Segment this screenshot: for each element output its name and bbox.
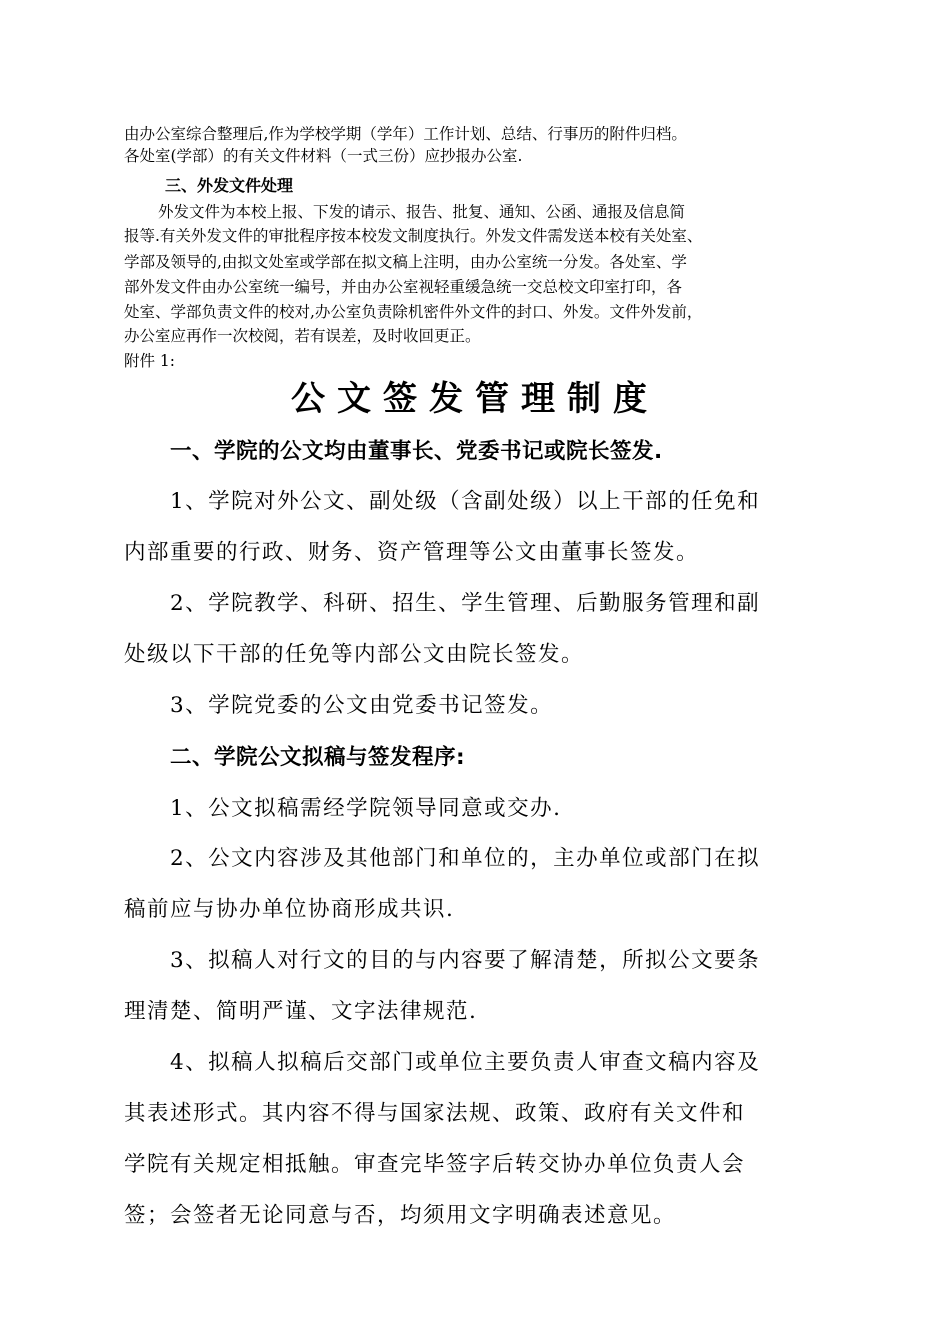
section3-line-5: 处室、学部负责文件的校对,办公室负责除机密件外文件的封口、外发。文件外发前， <box>124 303 703 321</box>
part1-line-3: 2、学院教学、科研、招生、学生管理、后勤服务管理和副 <box>170 591 761 616</box>
part1-heading: 一、学院的公文均由董事长、党委书记或院长签发. <box>170 439 663 464</box>
section3-line-1: 外发文件为本校上报、下发的请示、报告、批复、通知、公函、通报及信息简 <box>158 203 686 221</box>
section3-line-4: 部外发文件由办公室统一编号，并由办公室视轻重缓急统一交总校文印室打印，各 <box>124 278 683 296</box>
part2-line-4: 3、拟稿人对行文的目的与内容要了解清楚，所拟公文要条 <box>170 948 761 973</box>
part1-line-5: 3、学院党委的公文由党委书记签发。 <box>170 693 554 718</box>
part2-line-7: 其表述形式。其内容不得与国家法规、政策、政府有关文件和 <box>124 1101 746 1126</box>
intro-line-1: 由办公室综合整理后,作为学校学期（学年）工作计划、总结、行事历的附件归档。 <box>124 125 687 143</box>
part2-line-1: 1、公文拟稿需经学院领导同意或交办. <box>170 796 562 821</box>
part2-heading: 二、学院公文拟稿与签发程序: <box>170 745 466 770</box>
part2-line-6: 4、拟稿人拟稿后交部门或单位主要负责人审查文稿内容及 <box>170 1050 761 1075</box>
part2-line-8: 学院有关规定相抵触。审查完毕签字后转交协办单位负责人会 <box>124 1152 746 1177</box>
part2-line-5: 理清楚、简明严谨、文字法律规范. <box>124 999 478 1024</box>
section3-heading: 三、外发文件处理 <box>165 176 294 195</box>
intro-line-2: 各处室(学部）的有关文件材料（一式三份）应抄报办公室. <box>124 147 523 165</box>
part1-line-2: 内部重要的行政、财务、资产管理等公文由董事长签发。 <box>124 540 700 565</box>
part2-line-3: 稿前应与协办单位协商形成共识. <box>124 897 455 922</box>
part2-line-9: 签；会签者无论同意与否，均须用文字明确表述意见。 <box>124 1203 677 1228</box>
section3-line-2: 报等.有关外发文件的审批程序按本校发文制度执行。外发文件需发送本校有关处室、 <box>124 227 703 245</box>
part1-line-4: 处级以下干部的任免等内部公文由院长签发。 <box>124 642 585 667</box>
section3-line-6: 办公室应再作一次校阅，若有误差，及时收回更正。 <box>124 327 481 345</box>
section3-line-3: 学部及领导的,由拟文处室或学部在拟文稿上注明，由办公室统一分发。各处室、学 <box>124 253 687 271</box>
document-title: 公文签发管理制度 <box>291 379 659 419</box>
attachment-label: 附件 1: <box>124 352 176 370</box>
part2-line-2: 2、公文内容涉及其他部门和单位的，主办单位或部门在拟 <box>170 846 761 871</box>
part1-line-1: 1、学院对外公文、副处级（含副处级）以上干部的任免和 <box>170 489 761 514</box>
